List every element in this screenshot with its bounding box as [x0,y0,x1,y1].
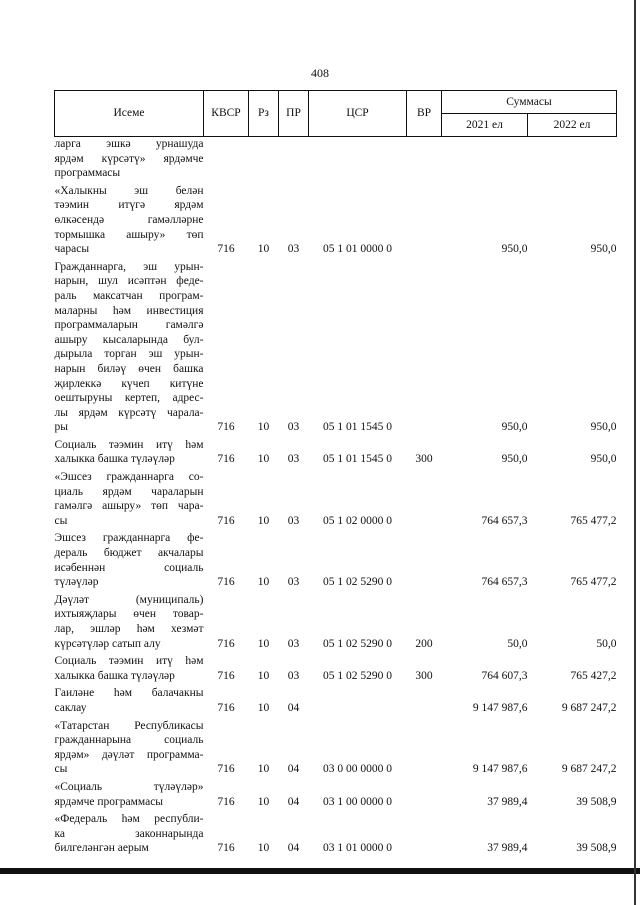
item-name-line: күрсәтүләр сатып алу [54,637,161,650]
header-kvsr: КВСР [204,91,249,137]
kvsr-cell: 716 [217,842,235,855]
item-name-line: чарасы [54,243,90,256]
item-name-line: «Татарстан Республикасы [54,719,204,732]
amount-2021-cell: 37 989,4 [487,842,528,855]
header-year-2022: 2022 ел [528,114,617,137]
item-name-line: билгеләнгән аерым [54,842,149,855]
item-name-line: гражданнарына социаль [54,734,204,747]
pr-cell: 03 [287,576,300,589]
csr-cell: 03 1 01 0000 0 [323,842,392,855]
table-row [55,654,617,686]
csr-cell: 05 1 01 1545 0 [323,421,392,434]
csr-cell: 05 1 01 0000 0 [323,243,392,256]
table-row [55,593,617,654]
item-name-line: «Социаль түләүләр» [54,780,204,793]
vr-cell: 200 [415,637,433,650]
kvsr-cell: 716 [217,576,235,589]
header-pr: ПР [279,91,309,137]
pr-cell: 03 [287,637,300,650]
amount-2022-cell: 9 687 247,2 [561,763,617,776]
rz-cell: 10 [257,842,270,855]
vr-cell [407,686,442,718]
kvsr-cell: 716 [217,421,235,434]
csr-cell: 05 1 01 1545 0 [323,453,392,466]
amount-2022-cell: 39 508,9 [576,842,617,855]
item-name-line: маларны һәм инвестиция [54,304,204,317]
kvsr-cell: 716 [217,637,235,650]
item-name-line: тәэмин итүгә ярдәм [54,199,204,212]
pr-cell: 04 [287,701,300,714]
item-name-line: ярдәм» дәүләт программа- [54,748,204,761]
pr-cell: 03 [287,453,300,466]
table-body [55,137,617,859]
item-name-cell [55,260,204,438]
pr-cell: 04 [287,795,300,808]
item-name-line: Гражданнарга, эш урын- [54,260,204,273]
kvsr-cell: 716 [217,795,235,808]
item-name-line: циаль ярдәм чараларын [54,485,204,498]
item-name-cell [55,654,204,686]
item-name-line: Социаль тәэмин итү һәм [54,438,204,451]
table-row [55,812,617,859]
csr-cell: 05 1 02 0000 0 [323,514,392,527]
pr-cell: 04 [287,842,300,855]
item-name-line: тормышка ашыру» төп [54,228,204,241]
item-name-line: нарын биләү өчен башка [54,362,204,375]
item-name-line: Дәүләт (муниципаль) [54,593,204,606]
item-name-line: дырыла торган эш урын- [54,348,204,361]
item-name-line: саклау [54,701,87,714]
scan-right-edge [634,0,636,905]
vr-cell [407,780,442,812]
amount-2022-cell: 50,0 [596,637,617,650]
rz-cell: 10 [257,453,270,466]
kvsr-cell: 716 [217,701,235,714]
csr-cell: 03 0 00 0000 0 [323,763,392,776]
item-name-line: халыкка башка түләүләр [54,669,175,682]
item-name-line: ашыру кысаларында бул- [54,333,204,346]
kvsr-cell [204,137,249,184]
item-name-line: нарын, шул исәптән феде- [54,275,204,288]
kvsr-cell: 716 [217,763,235,776]
pr-cell [279,137,309,184]
item-name-line: ка законнарында [54,827,204,840]
pr-cell: 03 [287,514,300,527]
item-name-line: Гаиләне һәм балачакны [54,687,204,700]
item-name-cell [55,438,204,470]
vr-cell [407,812,442,859]
item-name-cell [55,812,204,859]
vr-cell [407,470,442,531]
header-csr: ЦСР [309,91,407,137]
table-row [55,719,617,780]
item-name-line: лар, эшләр һәм хезмәт [54,623,204,635]
budget-table [54,90,617,859]
rz-cell: 10 [257,637,270,650]
amount-2022-cell: 950,0 [590,421,617,434]
csr-cell: 05 1 02 5290 0 [323,669,392,682]
rz-cell [249,137,279,184]
amount-2022-cell: 765 477,2 [570,514,617,527]
item-name-line: оештыруны кертеп, адрес- [54,392,204,405]
item-name-line: исәбеннән социаль [54,561,204,574]
vr-cell [407,719,442,780]
amount-2022-cell: 765 427,2 [570,669,617,682]
item-name-line: лы ярдәм күрсәтү чарала- [54,406,204,419]
item-name-cell [55,780,204,812]
item-name-line: программасы [54,167,121,180]
amount-2022-cell: 9 687 247,2 [561,701,617,714]
item-name-line: «Федераль һәм республи- [54,813,204,826]
item-name-line: «Эшсез гражданнарга со- [54,471,204,484]
item-name-cell [55,470,204,531]
rz-cell: 10 [257,763,270,776]
item-name-cell [55,593,204,654]
table-row [55,470,617,531]
table-row [55,686,617,718]
header-sums: Суммасы [442,91,617,114]
rz-cell: 10 [257,701,270,714]
table-row [55,137,617,184]
kvsr-cell: 716 [217,514,235,527]
item-name-cell [55,531,204,592]
csr-cell: 05 1 02 5290 0 [323,637,392,650]
amount-2021-cell: 9 147 987,6 [472,763,528,776]
csr-cell: 05 1 02 5290 0 [323,576,392,589]
amount-2021-cell: 764 657,3 [481,514,528,527]
csr-cell [309,137,407,184]
amount-2021-cell: 950,0 [501,421,528,434]
item-name-line: ихтыяҗлары өчен товар- [54,608,204,621]
vr-cell: 300 [415,453,433,466]
pr-cell: 03 [287,669,300,682]
amount-2021-cell: 764 657,3 [481,576,528,589]
kvsr-cell: 716 [217,453,235,466]
kvsr-cell: 716 [217,669,235,682]
item-name-line: ларга эшкә урнашуда [54,138,204,150]
rz-cell: 10 [257,243,270,256]
item-name-line: гамәлгә ашыру» төп чара- [54,500,204,513]
item-name-cell [55,686,204,718]
item-name-cell [55,184,204,260]
item-name-line: программаларын гамәлгә [54,319,204,332]
item-name-cell [55,719,204,780]
vr-cell [407,137,442,184]
item-name-line: дераль бюджет акчалары [54,547,204,560]
amount-2021-cell: 950,0 [501,243,528,256]
amount-2021-cell: 764 607,3 [481,669,528,682]
amount-2022-cell [528,137,617,184]
amount-2021-cell: 50,0 [507,637,528,650]
vr-cell: 300 [415,669,433,682]
csr-cell: 03 1 00 0000 0 [323,795,392,808]
table-row [55,780,617,812]
amount-2021-cell: 950,0 [501,453,528,466]
header-year-2021: 2021 ел [442,114,528,137]
pr-cell: 03 [287,243,300,256]
item-name-line: түләүләр [54,576,99,589]
rz-cell: 10 [257,576,270,589]
item-name-line: ры [54,421,68,434]
table-row [55,184,617,260]
vr-cell [407,184,442,260]
table-row [55,438,617,470]
header-name: Исеме [55,91,204,137]
vr-cell [407,531,442,592]
rz-cell: 10 [257,421,270,434]
rz-cell: 10 [257,669,270,682]
item-name-line: җирлеккә күчеп китүне [54,377,204,390]
item-name-line: Социаль тәэмин итү һәм [54,655,204,668]
pr-cell: 03 [287,421,300,434]
amount-2021-cell: 9 147 987,6 [472,701,528,714]
item-name-line: раль максатчан програм- [54,289,204,302]
kvsr-cell: 716 [217,243,235,256]
rz-cell: 10 [257,795,270,808]
amount-2022-cell: 39 508,9 [576,795,617,808]
csr-cell [309,686,407,718]
item-name-line: сы [54,763,68,776]
amount-2021-cell [442,137,528,184]
amount-2022-cell: 765 477,2 [570,576,617,589]
table-row [55,531,617,592]
vr-cell [407,260,442,438]
amount-2022-cell: 950,0 [590,453,617,466]
amount-2022-cell: 950,0 [590,243,617,256]
header-vr: ВР [407,91,442,137]
item-name-line: сы [54,514,68,527]
item-name-line: халыкка башка түләүләр [54,453,175,466]
item-name-line: ярдәмче программасы [54,795,164,808]
item-name-line: «Халыкны эш белән [54,184,204,197]
table-row [55,260,617,438]
item-name-line: өлкәсендә гамәлләрне [54,213,204,226]
header-rz: Рз [249,91,279,137]
amount-2021-cell: 37 989,4 [487,795,528,808]
pr-cell: 04 [287,763,300,776]
rz-cell: 10 [257,514,270,527]
page-number: 408 [311,66,329,80]
item-name-line: Эшсез гражданнарга фе- [54,532,204,545]
item-name-line: ярдәм күрсәтү» ярдәмче [54,152,204,165]
scan-bottom-edge [0,868,640,874]
item-name-cell [55,137,204,184]
